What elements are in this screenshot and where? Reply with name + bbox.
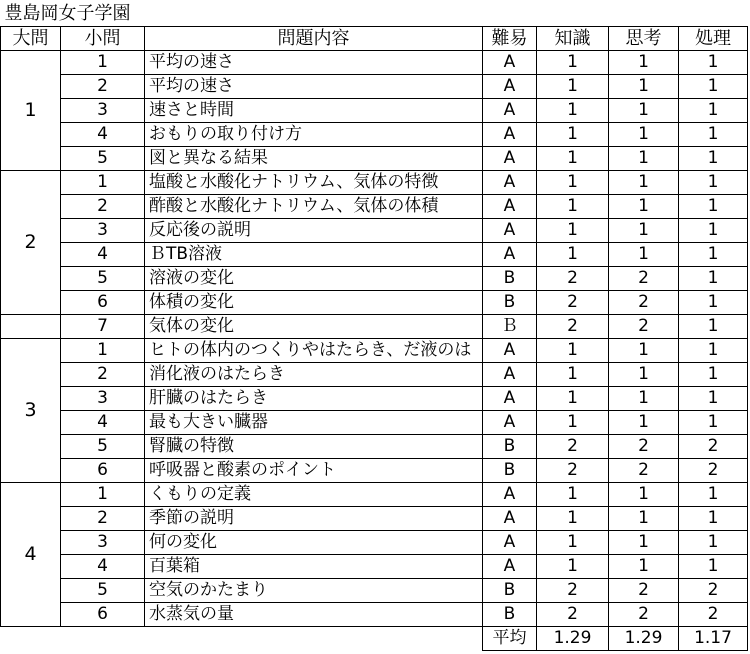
table-row [1, 411, 748, 435]
table-row [1, 315, 748, 339]
content-cell: 平均の速さ [145, 75, 483, 99]
table-row [1, 363, 748, 387]
shikou-cell: 1 [609, 243, 679, 267]
average-shori: 1.17 [679, 627, 748, 651]
shikou-cell: 2 [609, 291, 679, 315]
table-row [1, 147, 748, 171]
dai-cell: 2 [1, 171, 61, 315]
shori-cell: 2 [679, 435, 748, 459]
chishiki-cell: 1 [537, 339, 609, 363]
shikou-cell: 1 [609, 171, 679, 195]
sho-cell: 7 [61, 315, 145, 339]
chishiki-cell: 2 [537, 267, 609, 291]
table-row [1, 555, 748, 579]
table-row [1, 531, 748, 555]
shikou-cell: 1 [609, 195, 679, 219]
content-cell: 季節の説明 [145, 507, 483, 531]
level-cell: B [483, 267, 537, 291]
shikou-cell: 2 [609, 579, 679, 603]
table-row [1, 603, 748, 627]
level-cell: A [483, 555, 537, 579]
shori-cell: 1 [679, 243, 748, 267]
chishiki-cell: 1 [537, 75, 609, 99]
table-row [1, 75, 748, 99]
table-row [1, 291, 748, 315]
shori-cell: 1 [679, 363, 748, 387]
sho-cell: 5 [61, 579, 145, 603]
shori-cell: 1 [679, 291, 748, 315]
shikou-cell: 1 [609, 147, 679, 171]
title-row [1, 0, 748, 27]
header-content: 問題内容 [145, 27, 483, 51]
shikou-cell: 2 [609, 267, 679, 291]
header-row [1, 27, 748, 51]
shori-cell: 2 [679, 579, 748, 603]
chishiki-cell: 1 [537, 507, 609, 531]
level-cell: A [483, 411, 537, 435]
sho-cell: 6 [61, 459, 145, 483]
shori-cell: 1 [679, 411, 748, 435]
sho-cell: 5 [61, 435, 145, 459]
chishiki-cell: 1 [537, 363, 609, 387]
level-cell: A [483, 171, 537, 195]
shori-cell: 1 [679, 267, 748, 291]
level-cell: Ｂ [483, 315, 537, 339]
shori-cell: 1 [679, 75, 748, 99]
dai-cell: 4 [1, 483, 61, 627]
content-cell: 最も大きい臓器 [145, 411, 483, 435]
sho-cell: 2 [61, 363, 145, 387]
content-cell: 肝臓のはたらき [145, 387, 483, 411]
chishiki-cell: 1 [537, 219, 609, 243]
chishiki-cell: 2 [537, 603, 609, 627]
content-cell: 百葉箱 [145, 555, 483, 579]
content-cell: くもりの定義 [145, 483, 483, 507]
table-row [1, 339, 748, 363]
sho-cell: 2 [61, 507, 145, 531]
content-cell: 体積の変化 [145, 291, 483, 315]
content-cell: 水蒸気の量 [145, 603, 483, 627]
dai-cell: 1 [1, 51, 61, 171]
level-cell: A [483, 483, 537, 507]
shikou-cell: 1 [609, 123, 679, 147]
shori-cell: 1 [679, 171, 748, 195]
chishiki-cell: 1 [537, 147, 609, 171]
shori-cell: 1 [679, 195, 748, 219]
sho-cell: 1 [61, 483, 145, 507]
dai-cell [1, 315, 61, 339]
shikou-cell: 1 [609, 99, 679, 123]
table-row [1, 267, 748, 291]
level-cell: A [483, 243, 537, 267]
level-cell: A [483, 363, 537, 387]
shikou-cell: 1 [609, 51, 679, 75]
sho-cell: 1 [61, 339, 145, 363]
average-shikou: 1.29 [609, 627, 679, 651]
shikou-cell: 1 [609, 339, 679, 363]
sho-cell: 2 [61, 75, 145, 99]
level-cell: A [483, 387, 537, 411]
chishiki-cell: 2 [537, 435, 609, 459]
level-cell: B [483, 459, 537, 483]
content-cell: ヒトの体内のつくりやはたらき、だ液のは [145, 339, 483, 363]
shikou-cell: 1 [609, 387, 679, 411]
blank-cell [1, 627, 61, 651]
content-cell: 反応後の説明 [145, 219, 483, 243]
level-cell: B [483, 579, 537, 603]
sho-cell: 3 [61, 99, 145, 123]
shikou-cell: 2 [609, 435, 679, 459]
chishiki-cell: 2 [537, 315, 609, 339]
shori-cell: 1 [679, 315, 748, 339]
shikou-cell: 1 [609, 483, 679, 507]
chishiki-cell: 1 [537, 123, 609, 147]
blank-cell [145, 627, 483, 651]
level-cell: A [483, 195, 537, 219]
content-cell: 平均の速さ [145, 51, 483, 75]
shori-cell: 1 [679, 531, 748, 555]
chishiki-cell: 1 [537, 99, 609, 123]
header-chishiki: 知識 [537, 27, 609, 51]
shikou-cell: 2 [609, 315, 679, 339]
level-cell: B [483, 603, 537, 627]
sho-cell: 4 [61, 123, 145, 147]
content-cell: 何の変化 [145, 531, 483, 555]
shikou-cell: 1 [609, 531, 679, 555]
sho-cell: 2 [61, 195, 145, 219]
sho-cell: 3 [61, 387, 145, 411]
header-shikou: 思考 [609, 27, 679, 51]
average-row [1, 627, 748, 651]
level-cell: A [483, 99, 537, 123]
chishiki-cell: 1 [537, 387, 609, 411]
header-shori: 処理 [679, 27, 748, 51]
content-cell: 消化液のはたらき [145, 363, 483, 387]
sho-cell: 4 [61, 555, 145, 579]
shori-cell: 1 [679, 507, 748, 531]
chishiki-cell: 2 [537, 459, 609, 483]
table-row [1, 483, 748, 507]
sho-cell: 6 [61, 291, 145, 315]
average-label: 平均 [483, 627, 537, 651]
sho-cell: 5 [61, 267, 145, 291]
chishiki-cell: 1 [537, 195, 609, 219]
content-cell: 塩酸と水酸化ナトリウム、気体の特徴 [145, 171, 483, 195]
chishiki-cell: 1 [537, 51, 609, 75]
sho-cell: 6 [61, 603, 145, 627]
level-cell: A [483, 51, 537, 75]
dai-cell: 3 [1, 339, 61, 483]
chishiki-cell: 2 [537, 579, 609, 603]
level-cell: B [483, 435, 537, 459]
shikou-cell: 1 [609, 507, 679, 531]
shori-cell: 1 [679, 51, 748, 75]
table-row [1, 195, 748, 219]
shikou-cell: 1 [609, 555, 679, 579]
header-sho: 小問 [61, 27, 145, 51]
level-cell: A [483, 123, 537, 147]
content-cell: おもりの取り付け方 [145, 123, 483, 147]
table-row [1, 435, 748, 459]
sho-cell: 4 [61, 411, 145, 435]
table-row [1, 459, 748, 483]
table-row [1, 99, 748, 123]
table-row [1, 219, 748, 243]
shori-cell: 1 [679, 483, 748, 507]
sho-cell: 1 [61, 171, 145, 195]
shikou-cell: 1 [609, 411, 679, 435]
content-cell: 図と異なる結果 [145, 147, 483, 171]
table-row [1, 243, 748, 267]
content-cell: 呼吸器と酸素のポイント [145, 459, 483, 483]
shori-cell: 1 [679, 387, 748, 411]
level-cell: A [483, 507, 537, 531]
content-cell: 速さと時間 [145, 99, 483, 123]
shikou-cell: 2 [609, 459, 679, 483]
shori-cell: 1 [679, 339, 748, 363]
chishiki-cell: 1 [537, 411, 609, 435]
average-chishiki: 1.29 [537, 627, 609, 651]
shikou-cell: 1 [609, 219, 679, 243]
header-level: 難易 [483, 27, 537, 51]
chishiki-cell: 1 [537, 171, 609, 195]
shori-cell: 1 [679, 99, 748, 123]
shori-cell: 1 [679, 555, 748, 579]
sho-cell: 4 [61, 243, 145, 267]
shikou-cell: 2 [609, 603, 679, 627]
header-dai: 大問 [1, 27, 61, 51]
chishiki-cell: 1 [537, 555, 609, 579]
sho-cell: 3 [61, 219, 145, 243]
table-row [1, 507, 748, 531]
table-row [1, 579, 748, 603]
shori-cell: 1 [679, 147, 748, 171]
level-cell: A [483, 219, 537, 243]
chishiki-cell: 1 [537, 531, 609, 555]
content-cell: 気体の変化 [145, 315, 483, 339]
blank-cell [61, 627, 145, 651]
shori-cell: 2 [679, 603, 748, 627]
content-cell: 溶液の変化 [145, 267, 483, 291]
content-cell: ＢTB溶液 [145, 243, 483, 267]
sho-cell: 5 [61, 147, 145, 171]
shori-cell: 1 [679, 123, 748, 147]
level-cell: A [483, 147, 537, 171]
shikou-cell: 1 [609, 75, 679, 99]
sho-cell: 1 [61, 51, 145, 75]
table-row [1, 387, 748, 411]
chishiki-cell: 1 [537, 243, 609, 267]
level-cell: A [483, 339, 537, 363]
sho-cell: 3 [61, 531, 145, 555]
shikou-cell: 1 [609, 363, 679, 387]
shori-cell: 1 [679, 219, 748, 243]
content-cell: 腎臓の特徴 [145, 435, 483, 459]
table-row [1, 123, 748, 147]
level-cell: A [483, 531, 537, 555]
sheet-title: 豊島岡女子学園 [1, 0, 483, 27]
level-cell: A [483, 75, 537, 99]
content-cell: 空気のかたまり [145, 579, 483, 603]
shori-cell: 2 [679, 459, 748, 483]
content-cell: 酢酸と水酸化ナトリウム、気体の体積 [145, 195, 483, 219]
table-row [1, 51, 748, 75]
level-cell: B [483, 291, 537, 315]
chishiki-cell: 1 [537, 483, 609, 507]
chishiki-cell: 2 [537, 291, 609, 315]
table-row [1, 171, 748, 195]
